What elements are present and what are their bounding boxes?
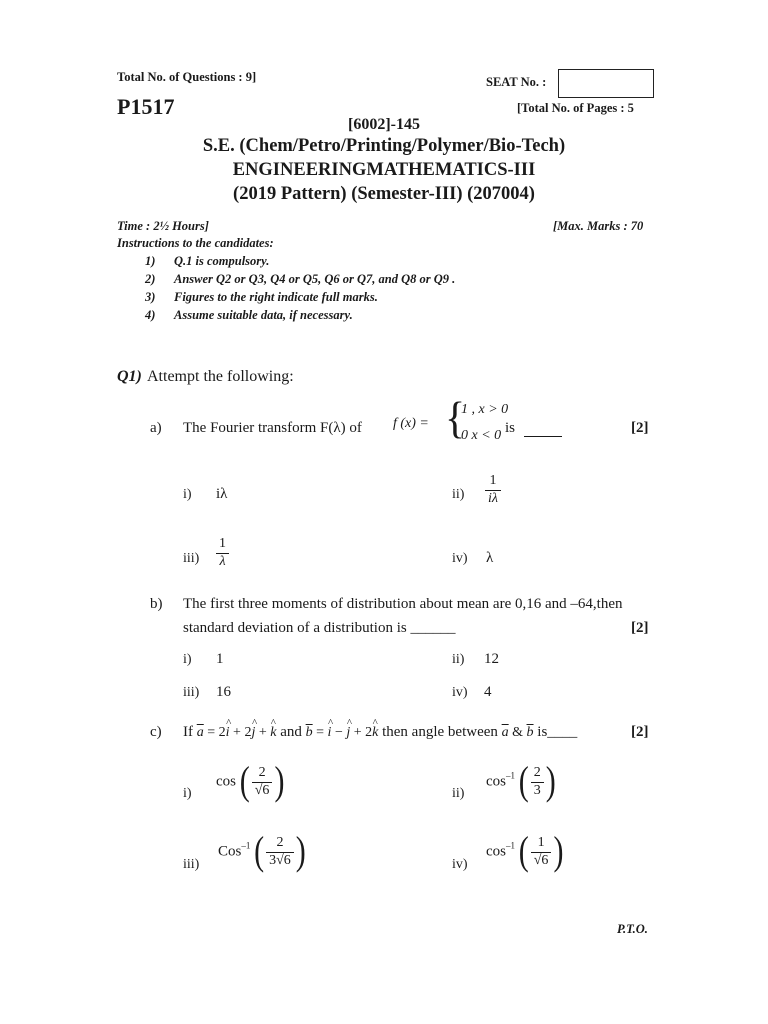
q1c-opt-iv-label: iv) xyxy=(452,857,468,872)
q1a-fx: f (x) = xyxy=(393,416,429,431)
q1b-opt-ii-value: 12 xyxy=(484,651,499,667)
q1b-opt-iii-value: 16 xyxy=(216,684,231,700)
q1b-line-1: The first three moments of distribution about mean are 0,16 and –64,then xyxy=(183,596,623,612)
q1b-opt-i-label: i) xyxy=(183,652,192,667)
vector-b-expression: $\overline{b} = i$ ^ − j ^ + 2k ^ xyxy=(306,725,379,740)
cos-function: cos xyxy=(486,773,506,790)
fraction-denominator: 3 xyxy=(531,782,544,799)
exam-code: [6002]-145 xyxy=(348,116,420,133)
fraction-denominator: √6 xyxy=(531,852,552,869)
q1c-statement xyxy=(183,724,577,741)
cos-function: Cos xyxy=(218,843,242,860)
q1c-opt-i-value: cos ( $\frac{2}{√6}$ ) xyxy=(216,759,285,804)
seat-no-box xyxy=(558,69,654,98)
fraction-denominator: λ xyxy=(216,553,228,570)
fraction-denominator: 3√6 xyxy=(266,852,294,869)
fraction-denominator: iλ xyxy=(485,490,501,507)
q1a-opt-iii-label: iii) xyxy=(183,551,200,566)
time-allowed: Time : 2½ Hours] xyxy=(117,219,209,233)
q1c-opt-iv-value: $\cos^{-1}$ ( $\frac{1}{√6}$ ) xyxy=(486,829,564,874)
q1c-opt-ii-value: $\cos^{-1}$ ( $\frac{2}{3}$ ) xyxy=(486,759,556,804)
instruction-text: Figures to the right indicate full marks. xyxy=(174,290,378,304)
instruction-num: 2) xyxy=(145,272,156,286)
q1a-opt-i-label: i) xyxy=(183,487,192,502)
instruction-text: Answer Q2 or Q3, Q4 or Q5, Q6 or Q7, and Q8 or Q9 . xyxy=(174,272,456,286)
q1c-then: then angle between xyxy=(382,724,498,740)
q1b-marks: [2] xyxy=(631,620,649,636)
fraction-numerator: 1 xyxy=(537,835,545,850)
fraction-numerator: 2 xyxy=(258,765,266,780)
q1a-opt-i-value: iλ xyxy=(216,486,228,502)
q1a-opt-ii-value xyxy=(483,474,503,506)
cos-function: cos xyxy=(486,843,506,860)
instruction-num: 1) xyxy=(145,254,156,268)
q1a-opt-iv-value: λ xyxy=(486,550,494,566)
total-pages: [Total No. of Pages : 5 xyxy=(517,101,634,115)
q1b-opt-iv-label: iv) xyxy=(452,685,468,700)
q1-prompt: Attempt the following: xyxy=(147,368,294,385)
instruction-text: Assume suitable data, if necessary. xyxy=(174,308,353,322)
inverse-exponent: –1 xyxy=(506,770,515,781)
q1a-is: is xyxy=(505,420,516,436)
q1a-text: The Fourier transform F(λ) of xyxy=(183,420,362,436)
inverse-exponent: –1 xyxy=(506,840,515,851)
q1a-opt-iv-label: iv) xyxy=(452,551,468,566)
q1b-line-2: standard deviation of a distribution is ______ xyxy=(183,620,456,636)
q1c-opt-i-label: i) xyxy=(183,786,192,801)
fraction-numerator: 2 xyxy=(533,765,541,780)
pattern-line: (2019 Pattern) (Semester-III) (207004) xyxy=(233,184,535,204)
q1a-case-1: 1 , x > 0 xyxy=(461,402,509,417)
fraction-numerator: 1 xyxy=(489,473,497,488)
q1a-blank xyxy=(524,420,562,437)
instructions-heading: Instructions to the candidates: xyxy=(117,236,274,250)
q1b-opt-iii-label: iii) xyxy=(183,685,200,700)
q1c-is: is xyxy=(537,724,548,740)
q1c-and: and xyxy=(280,724,302,740)
q1c-opt-iii-value: Cos$^{-1}$ ( $\frac{2}{3√6}$ ) xyxy=(218,829,306,874)
q1c-marks: [2] xyxy=(631,724,649,740)
instruction-num: 3) xyxy=(145,290,156,304)
q1a-opt-ii-label: ii) xyxy=(452,487,465,502)
q1b-opt-iv-value: 4 xyxy=(484,684,492,700)
vector-a-expression: $\overline{a} = 2i$ ^ + 2j ^ + k ^ xyxy=(197,725,277,740)
q1a-case-2: 0 x < 0 xyxy=(461,428,502,443)
q1c-if: If xyxy=(183,724,193,740)
max-marks: [Max. Marks : 70 xyxy=(553,219,644,233)
vectors-a-b: $\overline{a}$ & $\overline{b}$ xyxy=(501,725,534,740)
pto-marker: P.T.O. xyxy=(617,922,648,936)
total-questions: Total No. of Questions : 9] xyxy=(117,70,257,84)
seat-no-label: SEAT No. : xyxy=(486,75,547,89)
q1c-opt-ii-label: ii) xyxy=(452,786,465,801)
piecewise-brace: { xyxy=(445,394,466,444)
q1a-num: a) xyxy=(150,420,162,436)
q1b-opt-ii-label: ii) xyxy=(452,652,465,667)
q1b-opt-i-value: 1 xyxy=(216,651,224,667)
instruction-num: 4) xyxy=(145,308,156,322)
q1a-marks: [2] xyxy=(631,420,649,436)
instruction-text: Q.1 is compulsory. xyxy=(174,254,270,268)
q1a-opt-iii-value xyxy=(214,537,231,569)
q1c-opt-iii-label: iii) xyxy=(183,857,200,872)
fraction-denominator: √6 xyxy=(252,782,273,799)
q1-label: Q1) xyxy=(117,368,142,385)
inverse-exponent: –1 xyxy=(241,840,251,851)
cos-function: cos xyxy=(216,773,236,790)
fraction-numerator: 2 xyxy=(276,835,284,850)
course-title: S.E. (Chem/Petro/Printing/Polymer/Bio-Tech) xyxy=(202,136,566,156)
paper-code: P1517 xyxy=(117,94,175,119)
fraction-numerator: 1 xyxy=(219,536,226,551)
q1b-num: b) xyxy=(150,596,163,612)
subject-title: ENGINEERINGMATHEMATICS-III xyxy=(232,160,536,180)
q1c-num: c) xyxy=(150,724,162,740)
q1c-blank: ____ xyxy=(547,724,578,740)
